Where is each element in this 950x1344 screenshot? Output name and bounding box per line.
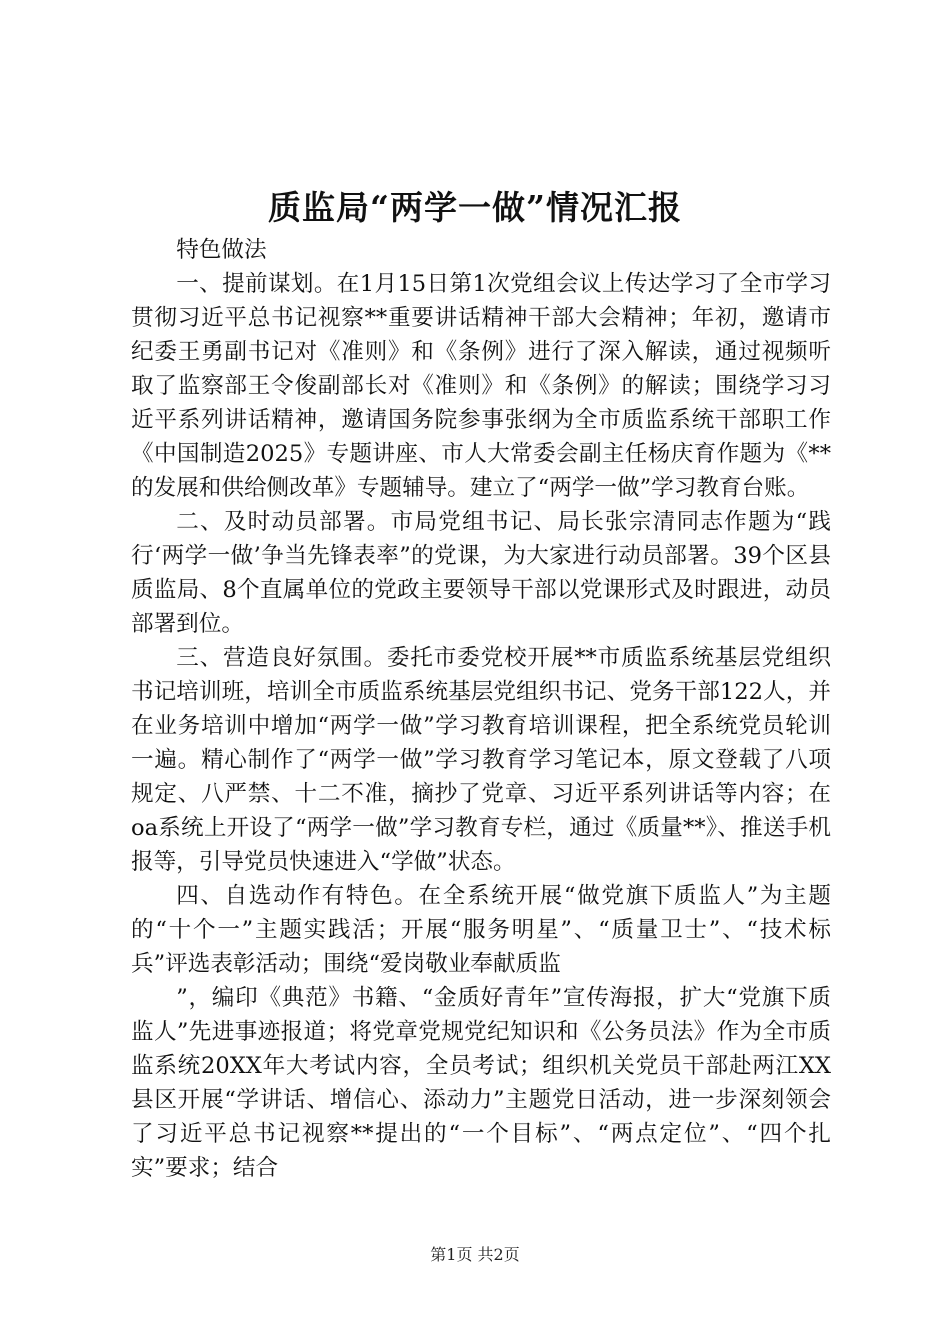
paragraph-4: 四、自选动作有特色。在全系统开展“做党旗下质监人”为主题的“十个一”主题实践活；开展“服务明星”、“质量卫士”、“技术标兵”评选表彰活动；围绕“爱岗敬业奉献质监 [131, 883, 831, 977]
paragraph-1: 一、提前谋划。在1月15日第1次党组会议上传达学习了全市学习贯彻习近平总书记视察**重要讲话精神干部大会精神；年初，邀请市纪委王勇副书记对《准则》和《条例》进行了深入解读，通过视频听取了监察部王令俊副部长对《准则》和《条例》的解读；围绕学习习近平系列讲话精神，邀请国务院参事张纲为全市质监系统干部职工作《中国制造2025》专题讲座、市人大常委会副主任杨庆育作题为《**的发展和供给侧改革》专题辅导。建立了“两学一做”学习教育台账。 [131, 271, 831, 501]
section-heading: 特色做法 [176, 237, 267, 263]
paragraph-5: ”，编印《典范》书籍、“金质好青年”宣传海报，扩大“党旗下质监人”先进事迹报道；将党章党规党纪知识和《公务员法》作为全市质监系统20XX年大考试内容，全员考试；组织机关党员干部赴两江XX县区开展“学讲话、增信心、添动力”主题党日活动，进一步深刻领会了习近平总书记视察**提出的“一个目标”、“两点定位”、“四个扎实”要求；结合 [131, 985, 831, 1181]
document-title: 质监局“两学一做”情况汇报 [268, 188, 682, 227]
paragraph-2: 二、及时动员部署。市局党组书记、局长张宗清同志作题为“践行‘两学一做’争当先锋表率”的党课，为大家进行动员部署。39个区县质监局、8个直属单位的党政主要领导干部以党课形式及时跟进，动员部署到位。 [131, 509, 831, 637]
paragraph-3: 三、营造良好氛围。委托市委党校开展**市质监系统基层党组织书记培训班，培训全市质监系统基层党组织书记、党务干部122人，并在业务培训中增加“两学一做”学习教育培训课程，把全系统党员轮训一遍。精心制作了“两学一做”学习教育学习笔记本，原文登载了八项规定、八严禁、十二不准，摘抄了党章、习近平系列讲话等内容；在oa系统上开设了“两学一做”学习教育专栏，通过《质量**》、推送手机报等，引导党员快速进入“学做”状态。 [131, 645, 831, 875]
page-footer: 第1页 共2页 [430, 1245, 520, 1264]
document-body [131, 233, 831, 1185]
